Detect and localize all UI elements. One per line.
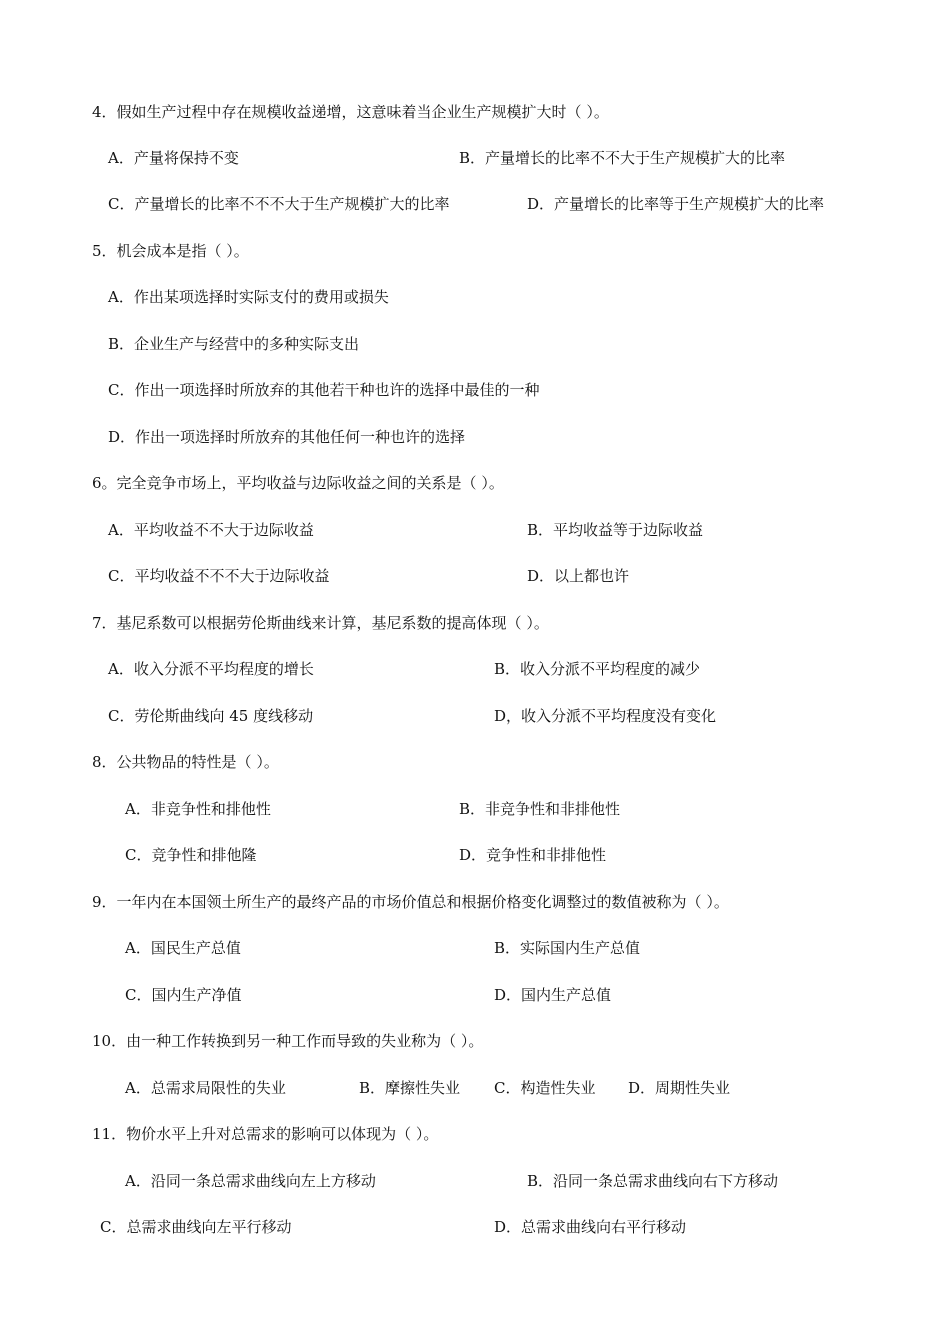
question-7-option-d: D，收入分派不平均程度没有变化 (494, 707, 717, 725)
question-8-option-c: C．竞争性和排他隆 (125, 846, 257, 864)
question-6-option-d: D．以上都也许 (527, 567, 630, 585)
question-6-option-a: A．平均收益不不大于边际收益 (108, 521, 314, 539)
question-11-option-a: A．沿同一条总需求曲线向左上方移动 (125, 1172, 376, 1190)
question-7-option-b: B．收入分派不平均程度的减少 (494, 660, 701, 678)
question-5-stem: 5．机会成本是指（ ）。 (92, 242, 249, 260)
question-10-option-a: A．总需求局限性的失业 (125, 1079, 286, 1097)
question-9-option-d: D．国内生产总值 (494, 986, 612, 1004)
question-9-option-c: C．国内生产净值 (125, 986, 242, 1004)
question-7-option-a: A．收入分派不平均程度的增长 (108, 660, 314, 678)
question-11-option-c: C．总需求曲线向左平行移动 (100, 1218, 292, 1236)
question-4-option-d: D．产量增长的比率等于生产规模扩大的比率 (527, 195, 825, 213)
question-6-option-b: B．平均收益等于边际收益 (527, 521, 704, 539)
question-4-stem: 4．假如生产过程中存在规模收益递增，这意味着当企业生产规模扩大时（ ）。 (92, 103, 609, 121)
question-4-option-b: B．产量增长的比率不不大于生产规模扩大的比率 (459, 149, 786, 167)
question-4-option-c: C．产量增长的比率不不不大于生产规模扩大的比率 (108, 195, 450, 213)
question-5-option-c: C．作出一项选择时所放弃的其他若干种也许的选择中最佳的一种 (108, 381, 540, 399)
question-5-option-a: A．作出某项选择时实际支付的费用或损失 (108, 288, 389, 306)
question-6-stem: 6。完全竞争市场上，平均收益与边际收益之间的关系是（ ）。 (92, 474, 504, 492)
question-7-stem: 7．基尼系数可以根据劳伦斯曲线来计算，基尼系数的提高体现（ ）。 (92, 614, 549, 632)
question-11-option-d: D．总需求曲线向右平行移动 (494, 1218, 687, 1236)
question-9-option-a: A．国民生产总值 (125, 939, 241, 957)
question-8-stem: 8．公共物品的特性是（ ）。 (92, 753, 279, 771)
question-11-option-b: B．沿同一条总需求曲线向右下方移动 (527, 1172, 779, 1190)
question-5-option-b: B．企业生产与经营中的多种实际支出 (108, 335, 360, 353)
question-10-option-b: B．摩擦性失业 (359, 1079, 461, 1097)
question-5-option-d: D．作出一项选择时所放弃的其他任何一种也许的选择 (108, 428, 466, 446)
question-8-option-d: D．竞争性和非排他性 (459, 846, 607, 864)
question-10-option-c: C．构造性失业 (494, 1079, 596, 1097)
question-7-option-c: C．劳伦斯曲线向 45 度线移动 (108, 707, 314, 725)
question-4-option-a: A．产量将保持不变 (108, 149, 239, 167)
question-8-option-b: B．非竞争性和非排他性 (459, 800, 621, 818)
question-10-option-d: D．周期性失业 (628, 1079, 731, 1097)
question-9-stem: 9．一年内在本国领土所生产的最终产品的市场价值总和根据价格变化调整过的数值被称为（ ）。 (92, 893, 729, 911)
question-9-option-b: B．实际国内生产总值 (494, 939, 641, 957)
question-6-option-c: C．平均收益不不不大于边际收益 (108, 567, 330, 585)
question-11-stem: 11．物价水平上升对总需求的影响可以体现为（ ）。 (92, 1125, 439, 1143)
question-10-stem: 10．由一种工作转换到另一种工作而导致的失业称为（ ）。 (92, 1032, 484, 1050)
question-8-option-a: A．非竞争性和排他性 (125, 800, 271, 818)
